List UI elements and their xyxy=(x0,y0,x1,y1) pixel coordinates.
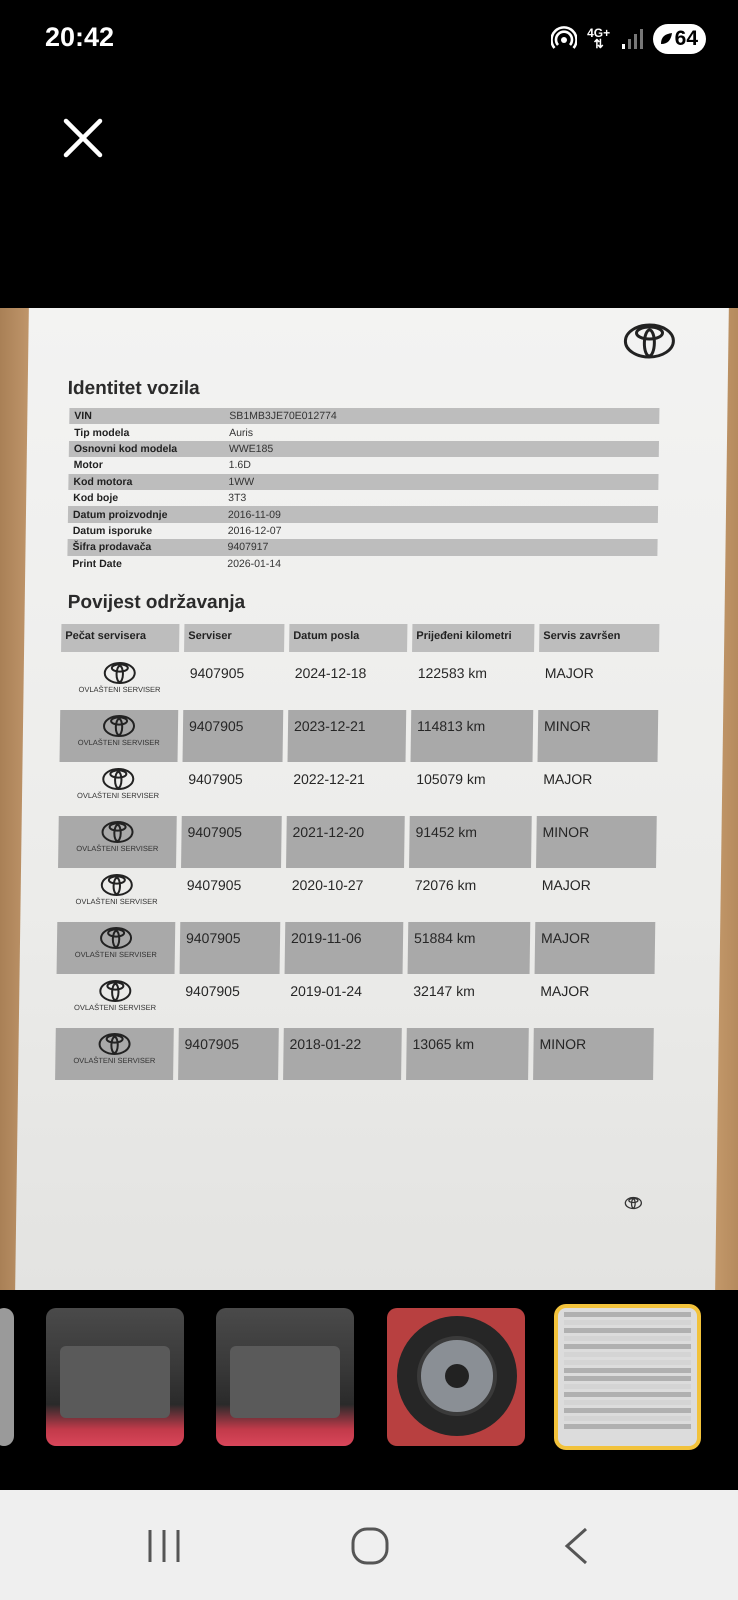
trunk-image xyxy=(46,1308,184,1446)
stamp-text: OVLAŠTENI SERVISER xyxy=(77,738,160,747)
stamp-text: OVLAŠTENI SERVISER xyxy=(76,791,160,800)
identity-label: Motor xyxy=(73,459,103,472)
stamp-logo-icon xyxy=(99,926,133,950)
status-icons xyxy=(551,24,706,54)
identity-value: 9407917 xyxy=(227,541,269,554)
maintenance-row xyxy=(55,1028,668,1080)
stamp-logo-icon xyxy=(102,714,136,738)
date-cell: 2019-01-24 xyxy=(290,983,363,999)
service-type-cell: MAJOR xyxy=(543,771,593,787)
stamp-text: OVLAŠTENI SERVISER xyxy=(78,685,161,694)
document-photo[interactable] xyxy=(0,308,738,1290)
data-arrows-icon: ⇅ xyxy=(593,37,604,51)
hotspot-icon xyxy=(551,26,577,52)
wheel-hub xyxy=(445,1364,469,1388)
service-stamp xyxy=(57,869,176,921)
identity-value: Auris xyxy=(229,426,254,439)
identity-value: WWE185 xyxy=(228,442,274,455)
stamp-text: OVLAŠTENI SERVISER xyxy=(74,1003,157,1012)
identity-value: SB1MB3JE70E012774 xyxy=(229,410,337,423)
date-cell: 2024-12-18 xyxy=(294,665,367,681)
toyota-logo-small-icon xyxy=(624,1196,642,1210)
identity-value: 2016-12-07 xyxy=(227,524,282,537)
identity-row xyxy=(68,523,658,539)
service-type-cell: MINOR xyxy=(538,710,659,762)
home-icon[interactable] xyxy=(350,1526,390,1566)
identity-label: VIN xyxy=(74,410,92,423)
identity-value: 1.6D xyxy=(228,459,251,472)
wheel-image xyxy=(387,1308,525,1446)
network-4g-icon xyxy=(587,28,611,50)
identity-label: Osnovni kod modela xyxy=(73,442,178,455)
history-title: Povijest održavanja xyxy=(67,592,246,613)
stamp-text: OVLAŠTENI SERVISER xyxy=(75,897,158,906)
identity-value: 3T3 xyxy=(228,492,247,505)
date-cell: 2018-01-22 xyxy=(283,1028,402,1080)
serviser-cell: 9407905 xyxy=(178,1028,279,1080)
thumb-partial[interactable] xyxy=(0,1308,14,1446)
km-cell: 72076 km xyxy=(414,877,477,893)
date-cell: 2020-10-27 xyxy=(291,877,364,893)
identity-label: Datum isporuke xyxy=(72,524,153,537)
serviser-cell: 9407905 xyxy=(180,922,281,974)
service-stamp xyxy=(56,975,175,1027)
maintenance-row xyxy=(56,975,669,1027)
identity-value: 2026-01-14 xyxy=(227,557,282,570)
identity-row xyxy=(69,408,659,424)
maintenance-row xyxy=(58,816,671,868)
header-date: Datum posla xyxy=(289,624,407,652)
thumb-document-selected[interactable] xyxy=(554,1304,701,1450)
service-type-cell: MINOR xyxy=(536,816,657,868)
service-type-cell: MAJOR xyxy=(541,877,591,893)
maintenance-header xyxy=(61,624,673,652)
battery-saver-icon xyxy=(659,32,673,46)
document-thumbnail-image xyxy=(564,1312,691,1432)
km-cell: 51884 km xyxy=(408,922,531,974)
maintenance-row xyxy=(60,710,673,762)
serviser-cell: 9407905 xyxy=(185,983,240,999)
maintenance-table xyxy=(55,624,673,1081)
serviser-cell: 9407905 xyxy=(188,771,243,787)
service-stamp xyxy=(60,710,179,762)
serviser-cell: 9407905 xyxy=(189,665,245,681)
back-icon[interactable] xyxy=(562,1526,590,1566)
identity-value: 1WW xyxy=(228,475,255,488)
service-type-cell: MAJOR xyxy=(535,922,656,974)
thumb-trunk-2[interactable] xyxy=(216,1308,354,1446)
km-cell: 13065 km xyxy=(406,1028,529,1080)
serviser-cell: 9407905 xyxy=(183,710,284,762)
maintenance-row xyxy=(57,869,670,921)
km-cell: 91452 km xyxy=(409,816,532,868)
identity-row xyxy=(69,424,659,440)
stamp-text: OVLAŠTENI SERVISER xyxy=(74,950,157,959)
signal-icon xyxy=(621,28,643,50)
date-cell: 2023-12-21 xyxy=(288,710,407,762)
header-km: Prijeđeni kilometri xyxy=(412,624,534,652)
identity-row xyxy=(68,474,658,490)
identity-label: Tip modela xyxy=(74,426,130,439)
battery-level: 64 xyxy=(674,27,698,50)
km-cell: 122583 km xyxy=(417,665,488,681)
identity-row xyxy=(68,506,658,522)
network-label: 4G+ xyxy=(587,26,611,40)
identity-label: Kod boje xyxy=(73,492,119,505)
status-bar xyxy=(0,0,738,76)
thumbnail-strip xyxy=(0,1290,738,1454)
recent-apps-icon[interactable] xyxy=(146,1526,182,1566)
date-cell: 2019-11-06 xyxy=(285,922,404,974)
header-service-type: Servis završen xyxy=(539,624,659,652)
maintenance-row xyxy=(57,922,670,974)
date-cell: 2022-12-21 xyxy=(293,771,366,787)
maintenance-rows xyxy=(55,657,673,1080)
identity-row xyxy=(69,441,659,457)
identity-row xyxy=(67,556,657,572)
identity-row xyxy=(69,457,659,473)
km-cell: 105079 km xyxy=(416,771,486,787)
status-time: 20:42 xyxy=(45,22,115,52)
service-stamp xyxy=(60,657,179,709)
stamp-logo-icon xyxy=(100,820,134,844)
thumb-wheel[interactable] xyxy=(387,1308,525,1446)
header-serviser: Serviser xyxy=(184,624,284,652)
date-cell: 2021-12-20 xyxy=(286,816,405,868)
identity-value: 2016-11-09 xyxy=(227,508,281,521)
identity-row xyxy=(67,539,657,555)
service-stamp xyxy=(58,816,177,868)
navigation-bar xyxy=(0,1490,738,1600)
stamp-logo-icon xyxy=(103,661,137,685)
service-stamp xyxy=(59,763,178,815)
stamp-logo-icon xyxy=(101,767,135,791)
serviser-cell: 9407905 xyxy=(186,877,242,893)
header-stamp: Pečat servisera xyxy=(61,624,179,652)
km-cell: 32147 km xyxy=(413,983,475,999)
identity-label: Datum proizvodnje xyxy=(72,508,168,521)
stamp-logo-icon xyxy=(100,873,134,897)
service-stamp xyxy=(55,1028,174,1080)
close-icon[interactable] xyxy=(60,115,106,161)
identity-title: Identitet vozila xyxy=(67,378,200,399)
toyota-logo-icon xyxy=(623,322,676,360)
identity-label: Kod motora xyxy=(73,475,133,488)
identity-table xyxy=(67,408,659,572)
service-type-cell: MAJOR xyxy=(544,665,594,681)
identity-row xyxy=(68,490,658,506)
thumb-trunk-1[interactable] xyxy=(46,1308,184,1446)
battery-indicator xyxy=(653,24,706,54)
trunk-image xyxy=(216,1308,354,1446)
maintenance-row xyxy=(60,657,673,709)
identity-label: Šifra prodavača xyxy=(72,541,152,554)
km-cell: 114813 km xyxy=(411,710,534,762)
stamp-text: OVLAŠTENI SERVISER xyxy=(76,844,159,853)
service-type-cell: MINOR xyxy=(533,1028,654,1080)
service-document xyxy=(15,308,729,1290)
stamp-logo-icon xyxy=(98,979,132,1003)
stamp-text: OVLAŠTENI SERVISER xyxy=(73,1056,156,1065)
identity-label: Print Date xyxy=(72,557,122,570)
stamp-logo-icon xyxy=(97,1032,131,1056)
maintenance-row xyxy=(59,763,672,815)
service-stamp xyxy=(57,922,176,974)
service-type-cell: MAJOR xyxy=(540,983,590,999)
serviser-cell: 9407905 xyxy=(181,816,282,868)
